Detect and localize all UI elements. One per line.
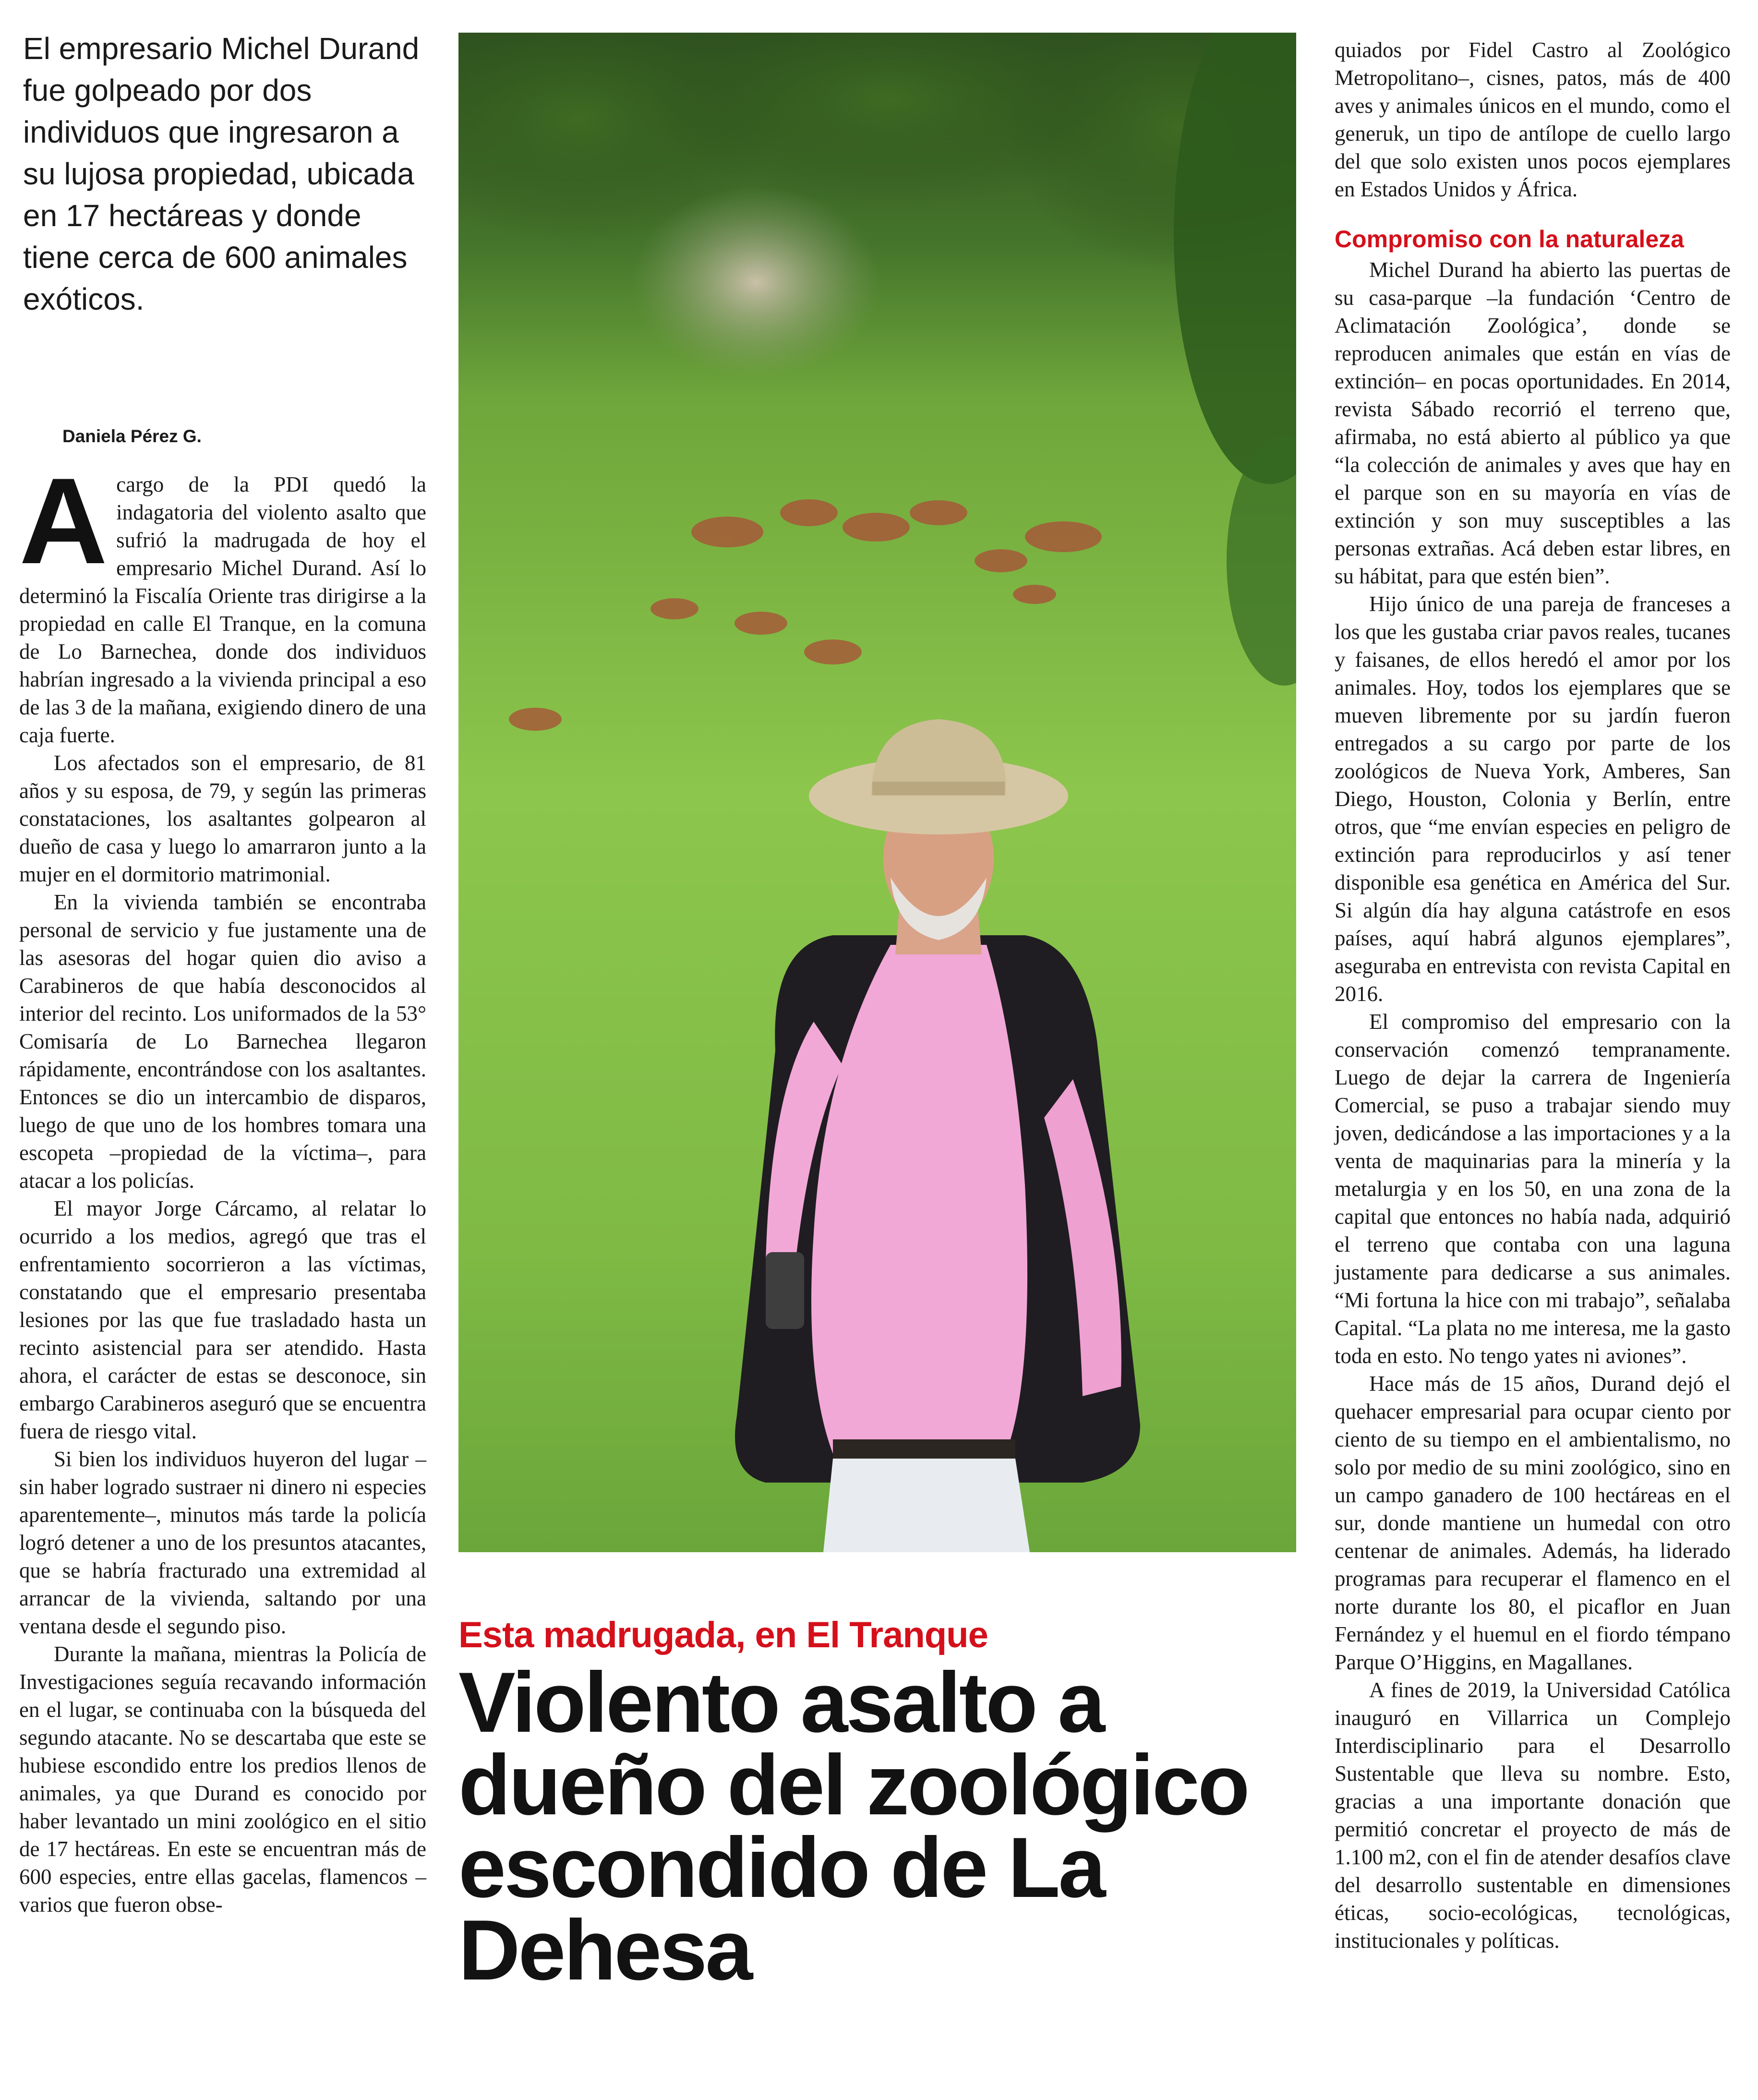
section-heading: Compromiso con la naturaleza [1335, 226, 1684, 253]
continuation-paragraph: quiados por Fidel Castro al Zoológico Metropolitano–, cisnes, patos, más de 400 aves y animales únicos en el mundo, como el generuk, un tipo de antílope de cuello largo del que solo existen unos pocos ejemplares en Estados Unidos y África. [1335, 38, 1731, 201]
body-paragraph: Si bien los individuos huyeron del lugar –sin haber logrado sustraer ni dinero ni especies aparentemente–, minutos más tarde la policía logró detener a uno de los presuntos atacantes, que se habría fracturado una extremidad al arrancar de la vivienda, saltando por una ventana desde el segundo piso. [19, 1447, 426, 1638]
drop-cap: A [19, 453, 108, 590]
headline: Violento asalto a dueño del zoológico escondido de La Dehesa [458, 1654, 1248, 1998]
body-paragraph: Durante la mañana, mientras la Policía de Investigaciones seguía recavando información en el lugar, se continuaba con la búsqueda del segundo atacante. No se descartaba que este se hubiese escondido entre los predios llenos de animales, ya que Durand es conocido por haber levantado un mini zoológico en el sitio de 17 hectáreas. En este se encuentran más de 600 especies, entre ellas gacelas, flamencos –varios que fueron obse- [19, 1642, 426, 1917]
article-photo [458, 33, 1296, 1552]
lead-paragraph-text: cargo de la PDI quedó la indagatoria del violento asalto que sufrió la madrugada de hoy el empresario Michel Durand. Así lo determinó la Fiscalía Oriente tras dirigirse a la propiedad en calle El Tranque, en la comuna de Lo Barnechea, donde dos individuos habrían ingresado a la vivienda principal a eso de las 3 de la mañana, exigiendo dinero de una caja fuerte. [19, 472, 426, 747]
body-paragraph: Hijo único de una pareja de franceses a los que les gustaba criar pavos reales, tucanes y faisanes, de ellos heredó el amor por los animales. Hoy, todos los ejemplares que se mueven libremente por su jardín fueron entregados a su cargo por parte de los zoológicos de Nueva York, Amberes, San Diego, Houston, Colonia y Berlín, entre otros, que “me envían especies en peligro de extinción para reproducirlos y así tener disponible esa genética en América del Sur. Si algún día hay alguna catástrofe en esos países, aquí habrá algunos ejemplares”, aseguraba en entrevista con revista Capital en 2016. [1335, 592, 1731, 1006]
body-paragraph: En la vivienda también se encontraba personal de servicio y fue justamente una de las asesoras del hogar quien dio aviso a Carabineros de que había desconocidos al interior del recinto. Los uniformados de la 53° Comisaría de Lo Barnechea llegaron rápidamente, encontrándose con los asaltantes. Entonces se dio un intercambio de disparos, luego de que uno de los hombres tomara una escopeta –propiedad de la víctima–, para atacar a los policías. [19, 890, 426, 1193]
body-paragraph: El compromiso del empresario con la conservación comenzó tempranamente. Luego de dejar la carrera de Ingeniería Comercial, se puso a trabajar siendo muy joven, dedicándose a las importaciones y a la venta de maquinarias para la minería y la metalurgia y en los 50, en una zona de la capital que entonces no había nada, adquirió el terreno que contaba con una laguna justamente para dedicarse a sus animales. “Mi fortuna la hice con mi trabajo”, señalaba Capital. “La plata no me interesa, me la gasto toda en esto. No tengo yates ni aviones”. [1335, 1010, 1731, 1368]
left-column [19, 453, 426, 1919]
article-subhead: El empresario Michel Durand fue golpeado por dos individuos que ingresaron a su lujosa propiedad, ubicada en 17 hectáreas y donde tiene cerca de 600 animales exóticos. [23, 31, 420, 316]
right-column [1335, 36, 1731, 1955]
body-paragraph: Los afectados son el empresario, de 81 años y su esposa, de 79, y según las primeras constataciones, los asaltantes golpearon al dueño de casa y luego lo amarraron junto a la mujer en el dormitorio matrimonial. [19, 751, 426, 886]
body-paragraph: A fines de 2019, la Universidad Católica inauguró en Villarrica un Complejo Interdisciplinario para el Desarrollo Sustentable que lleva su nombre. Esto, gracias a una importante donación que permitió concretar el proyecto de más de 1.100 m2, con el fin de atender desafíos clave del desarrollo sustentable en dimensiones éticas, socio-ecológicas, tecnológicas, institucionales y políticas. [1335, 1678, 1731, 1953]
byline: Daniela Pérez G. [62, 426, 202, 446]
body-paragraph: El mayor Jorge Cárcamo, al relatar lo ocurrido a los medios, agregó que tras el enfrentamiento socorrieron a las víctimas, constatando que el empresario presentaba lesiones por las que fue trasladado hasta un recinto asistencial para ser atendido. Hasta ahora, el carácter de estas se desconoce, sin embargo Carabineros aseguró que se encuentra fuera de riesgo vital. [19, 1196, 426, 1443]
body-paragraph: Michel Durand ha abierto las puertas de su casa-parque –la fundación ‘Centro de Aclimatación Zoológica’, donde se reproducen animales que están en vías de extinción– en pocas oportunidades. En 2014, revista Sábado recorrió el terreno que, afirmaba, no está abierto al público ya que “la colección de animales y aves que hay en el parque son en su mayoría en vías de extinción y son muy susceptibles a las personas extrañas. Acá deben estar libres, en su hábitat, para que estén bien”. [1335, 258, 1731, 588]
body-paragraph: Hace más de 15 años, Durand dejó el quehacer empresarial para ocupar ciento por ciento de su tiempo en el ambientalismo, no solo por medio de su mini zoológico, sino en un campo ganadero de 100 hectáreas en el sur, donde mantiene un humedal con otro centenar de animales. Además, ha liderado programas para recuperar el flamenco en el norte durante los 80, el picaflor en Juan Fernández y el huemul en el fiordo témpano Parque O’Higgins, en Magallanes. [1335, 1372, 1731, 1674]
kicker: Esta madrugada, en El Tranque [458, 1615, 988, 1655]
lead-paragraph [19, 453, 426, 749]
